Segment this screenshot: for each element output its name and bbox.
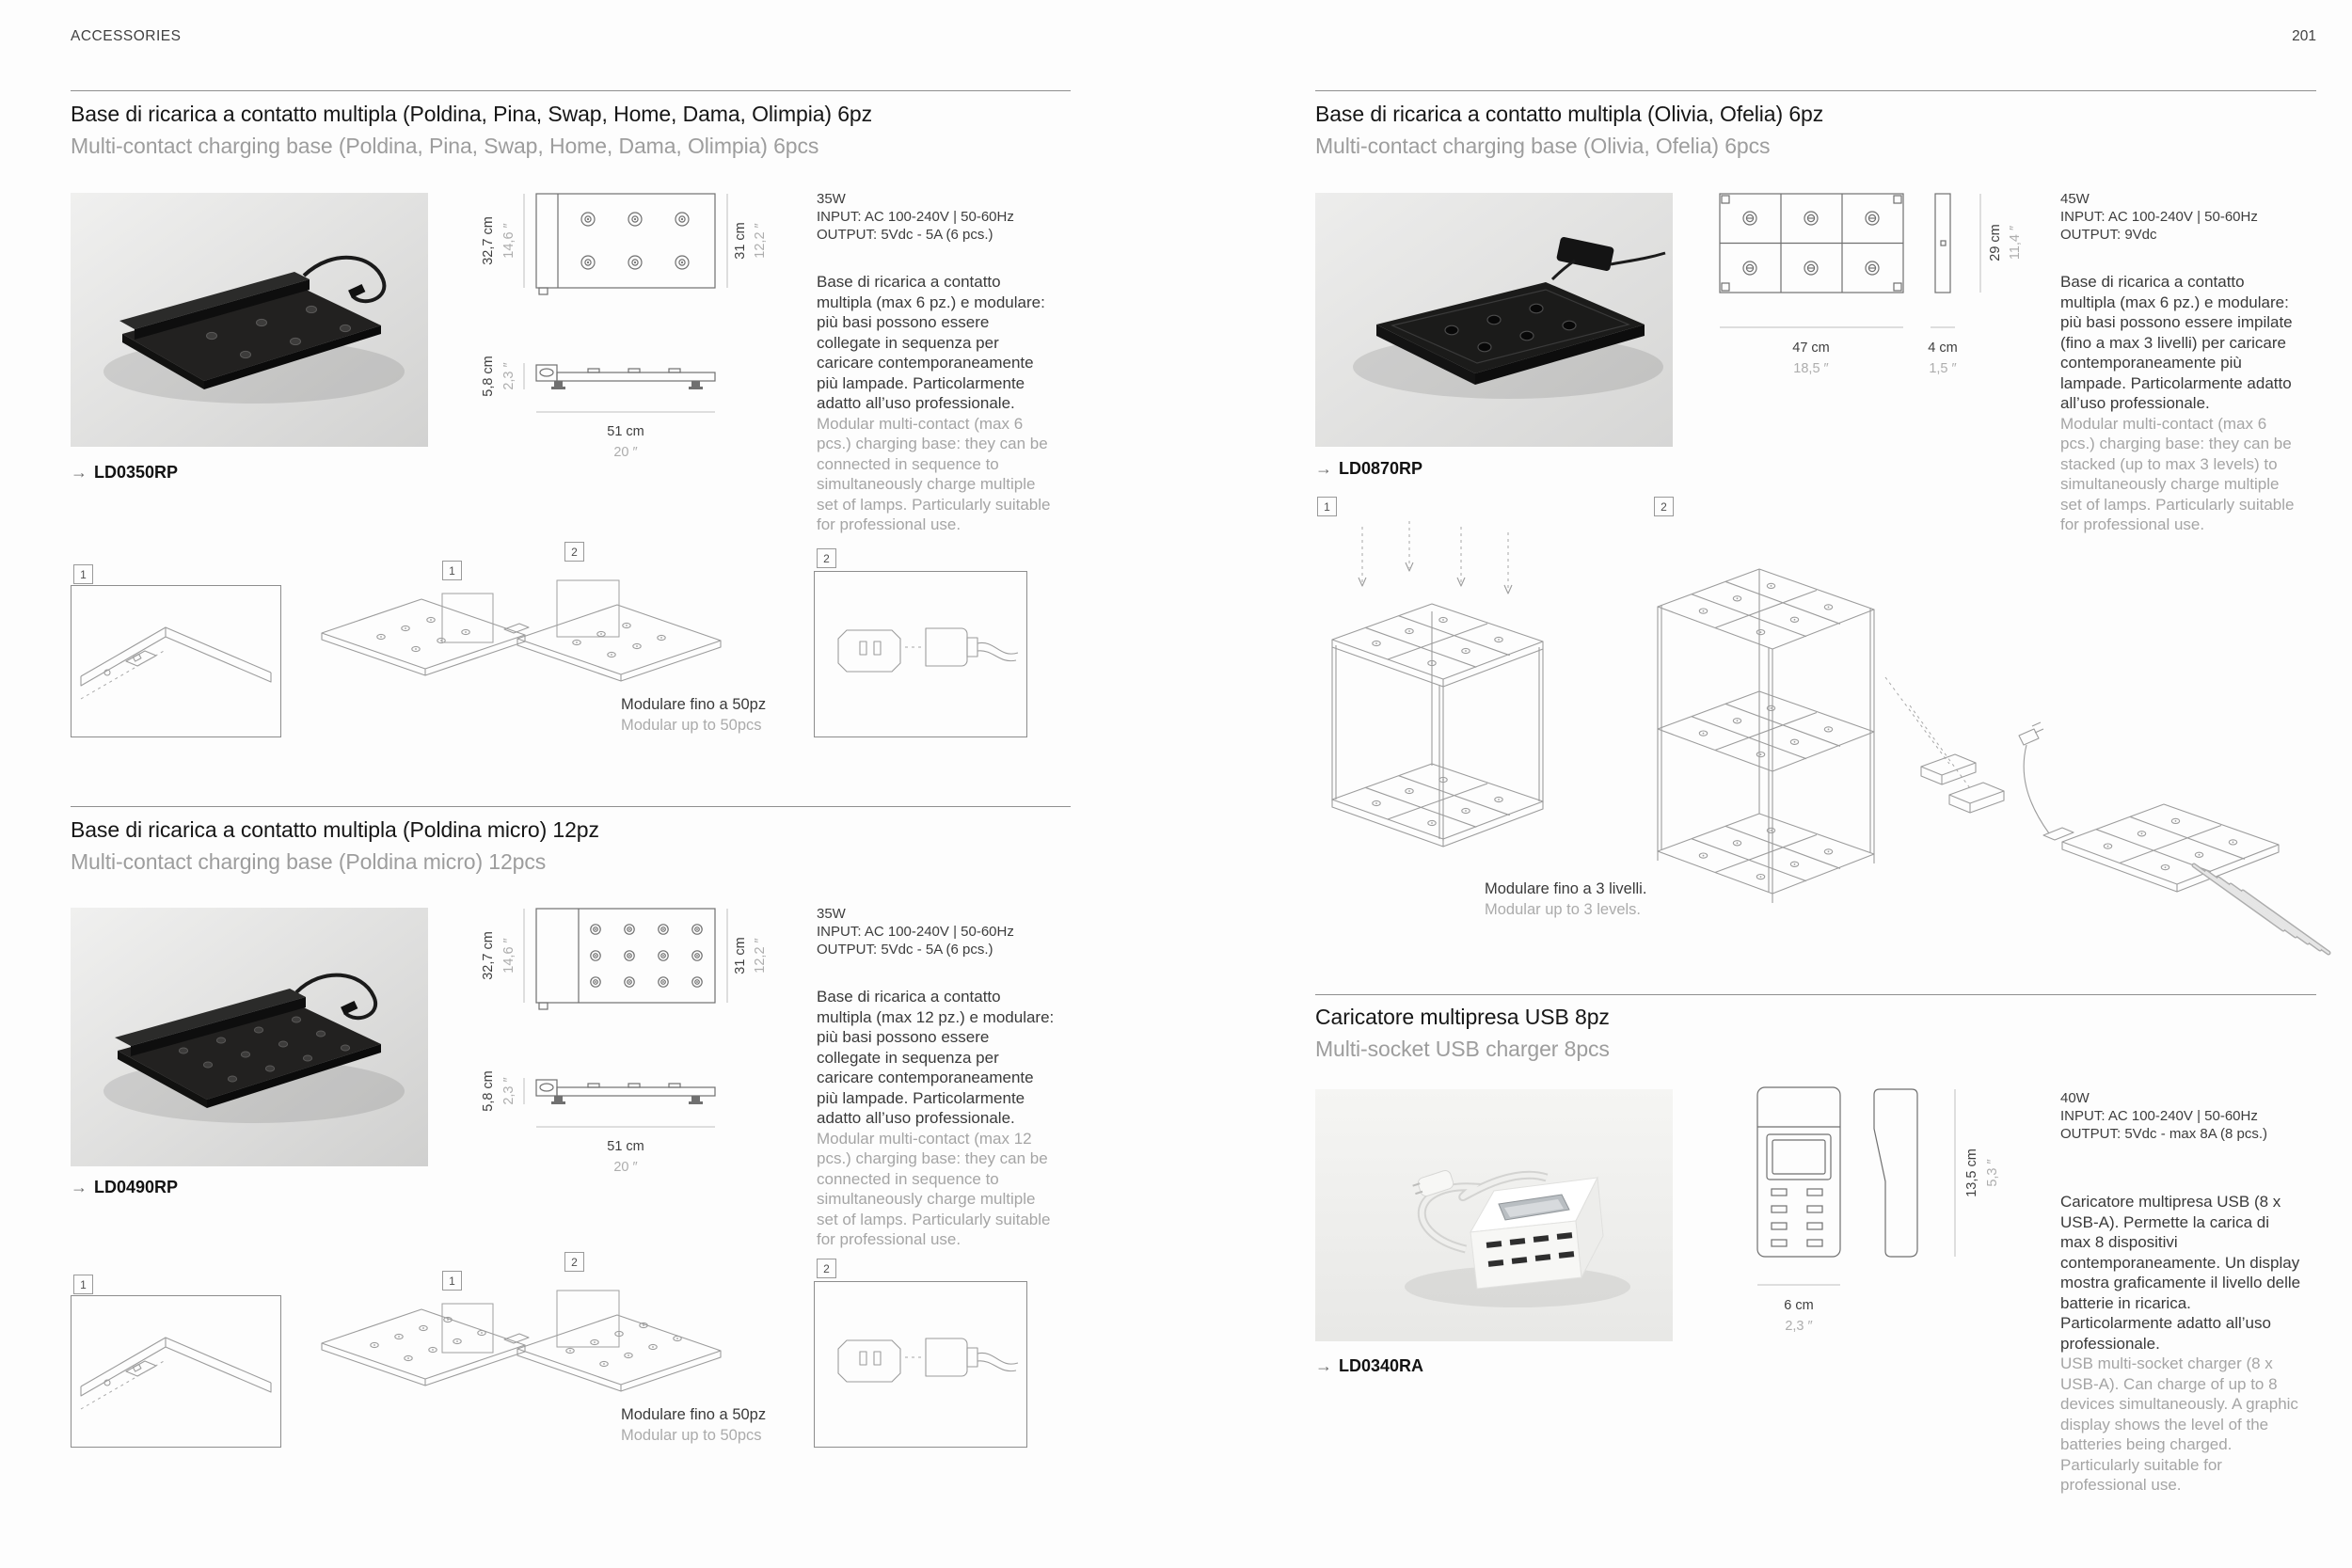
spec-wattage: 40W: [2060, 1090, 2090, 1106]
dim-width-in: 18,5 ″: [1793, 361, 1829, 376]
section-rule: [71, 90, 1071, 91]
detail-caption-en: Modular up to 50pcs: [621, 1427, 762, 1444]
dim-thickness-cm: 5,8 cm: [481, 356, 496, 397]
product-code: LD0350RP: [94, 463, 179, 482]
product-desc-it: Base di ricarica a contatto multipla (max 6 pz.) e modulare: più basi possono essere impilate (fino a max 3 livelli) per caricare contemporaneamente più lampade. Particolarmente adatto all’uso professionale.: [2060, 273, 2293, 412]
section-title-en: Multi-contact charging base (Poldina, Pina, Swap, Home, Dama, Olimpia) 6pcs: [71, 134, 819, 158]
spec-output: OUTPUT: 5Vdc - 5A (6 pcs.): [817, 942, 993, 958]
dim-thickness-cm: 4 cm: [1928, 341, 1958, 356]
spec-input: INPUT: AC 100-240V | 50-60Hz: [817, 209, 1014, 225]
product-photo-ld0350rp: [71, 193, 428, 447]
tech-drawing-ld0350rp: [475, 188, 800, 470]
spec-block: [2060, 190, 2303, 535]
dim-height-cm: 32,7 cm: [481, 931, 496, 980]
spec-block: [2060, 1089, 2303, 1496]
dim-thickness-in: 2,3 ″: [501, 362, 516, 390]
product-code-line: [71, 463, 178, 483]
product-desc-en: Modular multi-contact (max 6 pcs.) charging base: they can be stacked (up to max 3 levels) to simultaneously charge multiple set of lamps. Particularly suitable for professional use.: [2060, 414, 2295, 533]
detail-tag: 1: [73, 1275, 93, 1294]
section-title-en: Multi-contact charging base (Poldina micro) 12pcs: [71, 849, 547, 874]
detail-box-corner: [71, 585, 281, 737]
detail-tag: 2: [1654, 497, 1674, 516]
detail-diagram-connection: [310, 1270, 734, 1411]
product-desc-it: Caricatore multipresa USB (8 x USB-A). Permette la carica di max 8 dispositivi contemporaneamente. Un display mostra graficamente il livello delle batterie in ricarica. Particolarmente adatto all’uso professionale.: [2060, 1193, 2301, 1353]
detail-caption-en: Modular up to 50pcs: [621, 717, 762, 734]
product-desc-en: Modular multi-contact (max 12 pcs.) charging base: they can be connected in sequence to simultaneously charge multiple set of lamps. Particularly suitable for professional use.: [817, 1129, 1051, 1248]
dim-width-cm: 47 cm: [1792, 341, 1830, 356]
tech-drawing-ld0340ra: [1740, 1080, 2051, 1362]
product-photo-ld0870rp: [1315, 193, 1673, 447]
product-desc-en: USB multi-socket charger (8 x USB-A). Can charge of up to 8 devices simultaneously. A graphic display shows the level of the batteries being charged. Particularly suitable for professional use.: [2060, 1354, 2298, 1494]
section-title-it: Caricatore multipresa USB 8pz: [1315, 1005, 1610, 1029]
dim-height-cm: 29 cm: [1988, 224, 2003, 261]
dim-height-in: 5,3 ″: [1985, 1159, 2000, 1187]
detail-caption-en: Modular up to 3 levels.: [1485, 901, 1642, 918]
dim-height-cm: 32,7 cm: [481, 216, 496, 265]
dim-height-in: 14,6 ″: [501, 938, 516, 974]
section-title-it: Base di ricarica a contatto multipla (Olivia, Ofelia) 6pz: [1315, 102, 1824, 126]
dim-height-in: 11,4 ″: [2008, 225, 2023, 261]
page-number: 201: [2292, 28, 2316, 44]
code-arrow-icon: →: [71, 463, 87, 482]
iso-diagram-stack-single: [1315, 519, 1560, 895]
dim-width-in: 20 ″: [613, 445, 638, 460]
dim-depth-in: 12,2 ″: [753, 938, 768, 974]
section-rule: [1315, 90, 2316, 91]
detail-tag: 2: [817, 548, 836, 568]
section-title-it: Base di ricarica a contatto multipla (Poldina, Pina, Swap, Home, Dama, Olimpia) 6pz: [71, 102, 873, 126]
detail-caption-it: Modulare fino a 50pz: [621, 1406, 767, 1423]
spec-input: INPUT: AC 100-240V | 50-60Hz: [2060, 1108, 2258, 1124]
product-code: LD0340RA: [1339, 1356, 1424, 1375]
detail-box-plug: [814, 1281, 1027, 1448]
detail-box-plug: [814, 571, 1027, 737]
product-code: LD0870RP: [1339, 459, 1423, 478]
code-arrow-icon: →: [1315, 1356, 1332, 1375]
dim-depth-in: 12,2 ″: [753, 223, 768, 259]
detail-tag: 1: [1317, 497, 1337, 516]
code-arrow-icon: →: [71, 1178, 87, 1196]
detail-tag: 1: [73, 564, 93, 584]
dim-thickness-cm: 5,8 cm: [481, 1070, 496, 1112]
dim-height-in: 14,6 ″: [501, 223, 516, 259]
spec-output: OUTPUT: 9Vdc: [2060, 227, 2157, 243]
product-photo-ld0340ra: [1315, 1089, 1673, 1341]
detail-tag: 2: [817, 1259, 836, 1278]
dim-width-in: 2,3 ″: [1785, 1319, 1813, 1334]
dim-width-cm: 51 cm: [607, 1139, 644, 1154]
dim-width-cm: 6 cm: [1784, 1298, 1814, 1313]
spec-block: [817, 190, 1057, 535]
product-desc-it: Base di ricarica a contatto multipla (max 12 pz.) e modulare: più basi possono essere collegate in sequenza per caricare contemporaneamente più lampade. Particolarmente adatto all’uso professionale.: [817, 988, 1055, 1127]
product-code: LD0490RP: [94, 1178, 179, 1196]
section-rule: [71, 806, 1071, 807]
detail-tag: 1: [442, 561, 462, 580]
dim-height-cm: 13,5 cm: [1964, 1148, 1979, 1197]
spec-input: INPUT: AC 100-240V | 50-60Hz: [2060, 209, 2258, 225]
section-title-en: Multi-socket USB charger 8pcs: [1315, 1037, 1610, 1061]
detail-tag: 1: [442, 1271, 462, 1291]
spec-output: OUTPUT: 5Vdc - 5A (6 pcs.): [817, 227, 993, 243]
spec-wattage: 35W: [817, 906, 846, 922]
dim-depth-cm: 31 cm: [733, 937, 748, 974]
product-code-line: [71, 1178, 178, 1197]
section-rule: [1315, 994, 2316, 995]
detail-tag: 2: [564, 1252, 584, 1272]
tech-drawing-ld0870rp: [1712, 186, 2051, 412]
product-code-line: [1315, 1356, 1423, 1376]
product-desc-en: Modular multi-contact (max 6 pcs.) charging base: they can be connected in sequence to simultaneously charge multiple set of lamps. Particularly suitable for professional use.: [817, 414, 1051, 533]
dim-thickness-in: 1,5 ″: [1929, 361, 1957, 376]
dim-width-in: 20 ″: [613, 1160, 638, 1175]
tech-drawing-ld0490rp: [475, 903, 800, 1185]
spec-input: INPUT: AC 100-240V | 50-60Hz: [817, 924, 1014, 940]
detail-diagram-connection: [310, 560, 734, 701]
detail-caption-it: Modulare fino a 3 livelli.: [1485, 880, 1647, 897]
product-code-line: [1315, 459, 1422, 479]
iso-diagram-stack-tower: [1639, 489, 2333, 959]
code-arrow-icon: →: [1315, 459, 1332, 478]
section-title-en: Multi-contact charging base (Olivia, Ofelia) 6pcs: [1315, 134, 1771, 158]
dim-width-cm: 51 cm: [607, 424, 644, 439]
spec-output: OUTPUT: 5Vdc - max 8A (8 pcs.): [2060, 1126, 2268, 1142]
dim-thickness-in: 2,3 ″: [501, 1077, 516, 1105]
spec-block: [817, 905, 1057, 1250]
product-photo-ld0490rp: [71, 908, 428, 1166]
spec-wattage: 35W: [817, 191, 846, 207]
dim-depth-cm: 31 cm: [733, 222, 748, 260]
spec-wattage: 45W: [2060, 191, 2090, 207]
product-desc-it: Base di ricarica a contatto multipla (max 6 pz.) e modulare: più basi possono essere collegate in sequenza per caricare contemporaneamente più lampade. Particolarmente adatto all’uso professionale.: [817, 273, 1045, 412]
detail-caption-it: Modulare fino a 50pz: [621, 696, 767, 713]
running-header: ACCESSORIES: [71, 28, 182, 44]
detail-tag: 2: [564, 542, 584, 562]
section-title-it: Base di ricarica a contatto multipla (Poldina micro) 12pz: [71, 817, 599, 842]
detail-box-corner: [71, 1295, 281, 1448]
